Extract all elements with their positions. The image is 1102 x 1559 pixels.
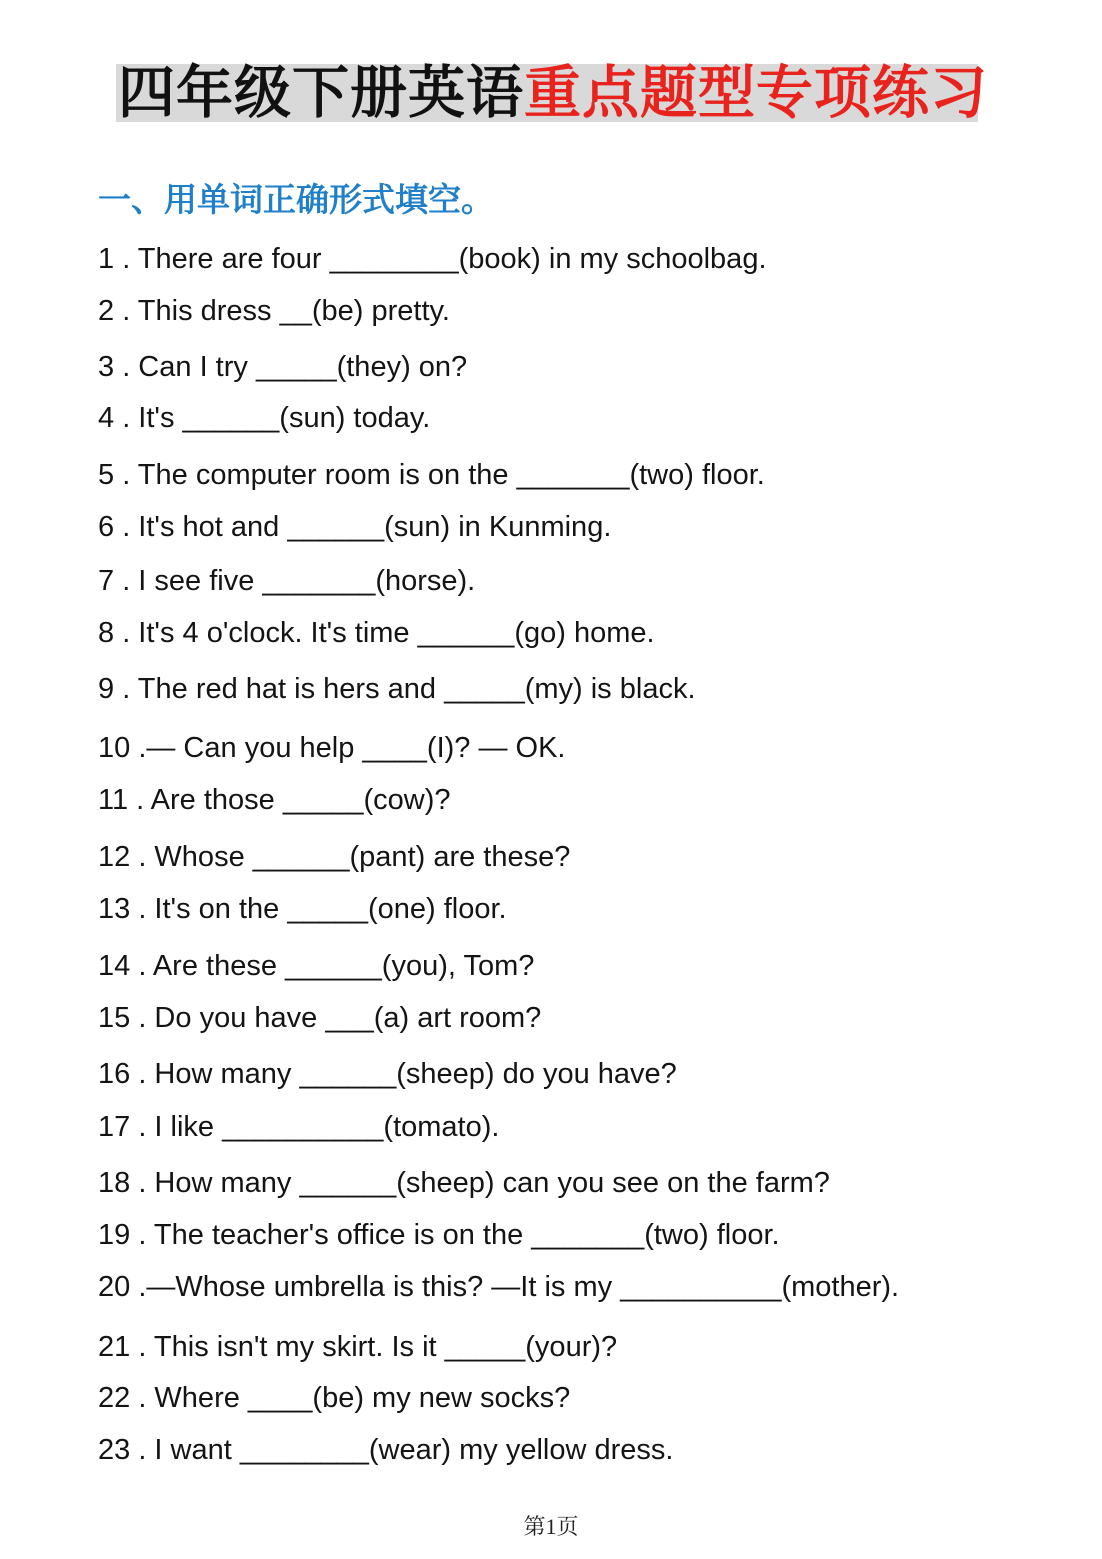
question-item <box>98 839 570 875</box>
question-text: . The teacher's office is on the _______(two) floor. <box>130 1219 780 1251</box>
question-number: 21 <box>98 1331 131 1363</box>
question-item <box>98 1217 780 1253</box>
question-text: . Can I try _____(they) on? <box>114 351 468 383</box>
question-number: 17 <box>98 1111 131 1143</box>
question-text: . Do you have ___(a) art room? <box>130 1002 542 1034</box>
question-number: 11 <box>98 784 129 816</box>
question-item <box>98 349 467 385</box>
title-part-grade-subject: 四年级下册英语 <box>118 60 524 126</box>
question-number: 9 <box>98 673 115 705</box>
question-text: . It's 4 o'clock. It's time ______(go) home. <box>114 617 655 649</box>
section-heading: 一、用单词正确形式填空。 <box>98 180 494 219</box>
question-text: .—Whose umbrella is this? —It is my __________(mother). <box>130 1271 900 1303</box>
page-number: 第1页 <box>523 1514 579 1539</box>
question-number: 12 <box>98 841 131 873</box>
question-item <box>98 241 767 277</box>
question-number: 20 <box>98 1271 131 1303</box>
question-text: . It's ______(sun) today. <box>114 402 431 434</box>
question-number: 13 <box>98 893 131 925</box>
question-text: . How many ______(sheep) do you have? <box>130 1058 677 1090</box>
question-number: 4 <box>98 402 115 434</box>
question-text: . There are four ________(book) in my schoolbag. <box>114 243 767 275</box>
question-number: 10 <box>98 732 131 764</box>
question-item <box>98 671 696 707</box>
question-item <box>98 948 534 984</box>
question-number: 18 <box>98 1167 131 1199</box>
question-text: . It's hot and ______(sun) in Kunming. <box>114 511 612 543</box>
question-text: . This isn't my skirt. Is it _____(your)? <box>130 1331 618 1363</box>
question-text: . How many ______(sheep) can you see on the farm? <box>130 1167 830 1199</box>
question-text: . I like __________(tomato). <box>130 1111 500 1143</box>
question-text: . I want ________(wear) my yellow dress. <box>130 1434 674 1466</box>
question-item <box>98 293 450 329</box>
question-item <box>98 1380 570 1416</box>
question-item <box>98 615 655 651</box>
question-number: 16 <box>98 1058 131 1090</box>
question-number: 6 <box>98 511 115 543</box>
question-number: 14 <box>98 950 131 982</box>
title-part-practice: 重点题型专项练习 <box>524 60 988 126</box>
question-item <box>98 1109 499 1145</box>
question-item <box>98 1269 899 1305</box>
question-text: . Are those _____(cow)? <box>128 784 451 816</box>
question-number: 7 <box>98 565 115 597</box>
question-text: . The red hat is hers and _____(my) is black. <box>114 673 696 705</box>
question-number: 23 <box>98 1434 131 1466</box>
question-text: . This dress __(be) pretty. <box>114 295 450 327</box>
question-number: 15 <box>98 1002 131 1034</box>
question-item <box>98 1329 617 1365</box>
question-number: 3 <box>98 351 115 383</box>
question-item <box>98 1432 673 1468</box>
question-number: 22 <box>98 1382 131 1414</box>
question-item <box>98 730 565 766</box>
page-title <box>118 58 988 128</box>
question-text: . I see five _______(horse). <box>114 565 476 597</box>
question-item <box>98 457 765 493</box>
question-number: 5 <box>98 459 115 491</box>
question-text: . The computer room is on the _______(two) floor. <box>114 459 765 491</box>
question-text: . Where ____(be) my new socks? <box>130 1382 571 1414</box>
question-item <box>98 782 451 818</box>
question-text: .— Can you help ____(I)? — OK. <box>130 732 566 764</box>
question-text: . Are these ______(you), Tom? <box>130 950 535 982</box>
question-item <box>98 400 430 436</box>
question-number: 2 <box>98 295 115 327</box>
question-item <box>98 891 507 927</box>
question-item <box>98 563 475 599</box>
question-item <box>98 1000 541 1036</box>
question-number: 1 <box>98 243 115 275</box>
question-item <box>98 509 611 545</box>
question-item <box>98 1056 677 1092</box>
question-text: . Whose ______(pant) are these? <box>130 841 571 873</box>
question-number: 19 <box>98 1219 131 1251</box>
question-number: 8 <box>98 617 115 649</box>
question-item <box>98 1165 830 1201</box>
question-text: . It's on the _____(one) floor. <box>130 893 507 925</box>
